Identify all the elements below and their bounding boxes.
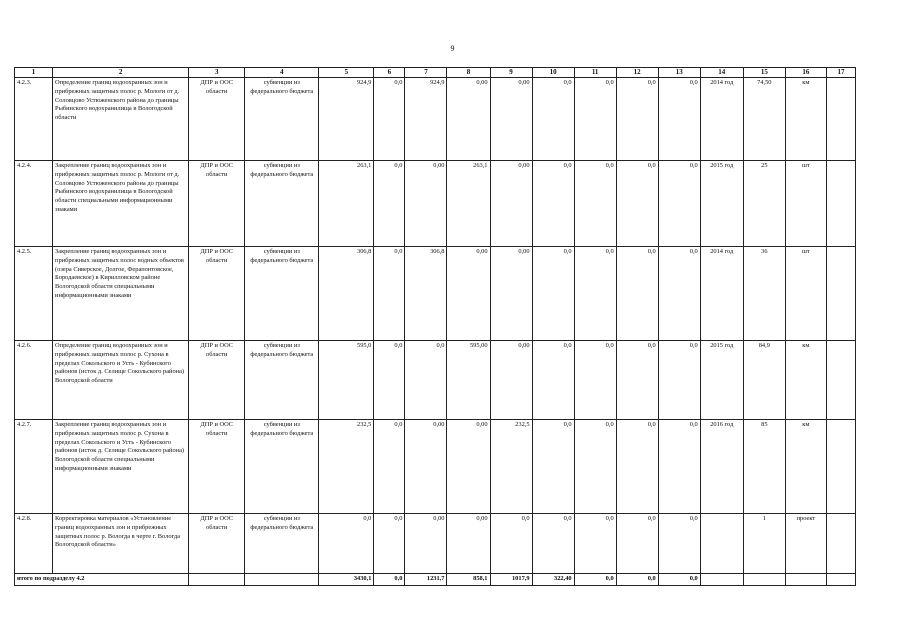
- column-header: 5: [319, 68, 374, 78]
- value-col-6: 0,0: [374, 341, 405, 420]
- table-row: [15, 341, 856, 420]
- total-c12: 0,0: [616, 574, 658, 586]
- value-col-16: шт: [785, 161, 826, 247]
- value-col-16: км: [785, 78, 826, 161]
- row-code: 4.2.8.: [15, 514, 53, 574]
- row-funding-source: субвенции из федерального бюджета: [245, 514, 319, 574]
- value-col-14: 2016 год: [700, 420, 743, 514]
- value-col-11: 0,0: [574, 420, 616, 514]
- value-col-13: 0,0: [658, 161, 700, 247]
- row-name: Закрепление границ водоохранных зон и прибрежных защитных полос р. Сухона в пределах Сокольского и Усть - Кубинского районов (исток д. Селище Сокольского района) Вологодской области специальными информационными знаками: [53, 420, 189, 514]
- value-col-11: 0,0: [574, 247, 616, 341]
- row-executor: ДПР и ООС области: [189, 78, 245, 161]
- row-funding-source: субвенции из федерального бюджета: [245, 161, 319, 247]
- column-number-row: [15, 68, 856, 78]
- value-col-17: [826, 420, 855, 514]
- value-col-11: 0,0: [574, 161, 616, 247]
- value-col-7: 306,8: [405, 247, 447, 341]
- value-col-6: 0,0: [374, 420, 405, 514]
- value-col-15: 84,9: [743, 341, 785, 420]
- value-col-8: 0,00: [447, 78, 490, 161]
- value-col-9: 0,00: [490, 161, 532, 247]
- value-col-5: 0,0: [319, 514, 374, 574]
- value-col-7: 0,00: [405, 514, 447, 574]
- row-name: Закрепление границ водоохранных зон и прибрежных защитных полос водных объектов (озера Сиверское, Долгое, Ферапонтовское, Бородаевское) в Кирилловском районе Вологодской области специальными информационными знаками: [53, 247, 189, 341]
- row-code: 4.2.3.: [15, 78, 53, 161]
- value-col-17: [826, 247, 855, 341]
- value-col-7: 0,0: [405, 341, 447, 420]
- value-col-15: 1: [743, 514, 785, 574]
- column-header: 8: [447, 68, 490, 78]
- total-c6: 0,0: [374, 574, 405, 586]
- value-col-15: 74,50: [743, 78, 785, 161]
- empty-cell: [189, 574, 245, 586]
- value-col-5: 595,0: [319, 341, 374, 420]
- column-header: 10: [532, 68, 574, 78]
- column-header: 13: [658, 68, 700, 78]
- value-col-8: 0,00: [447, 514, 490, 574]
- value-col-6: 0,0: [374, 514, 405, 574]
- empty-cell: [743, 574, 785, 586]
- column-header: 14: [700, 68, 743, 78]
- table-row: [15, 420, 856, 514]
- total-c13: 0,0: [658, 574, 700, 586]
- value-col-13: 0,0: [658, 247, 700, 341]
- value-col-7: 0,00: [405, 420, 447, 514]
- value-col-10: 0,0: [532, 420, 574, 514]
- column-header: 1: [15, 68, 53, 78]
- total-c10: 322,40: [532, 574, 574, 586]
- value-col-10: 0,0: [532, 161, 574, 247]
- value-col-9: 0,00: [490, 78, 532, 161]
- value-col-14: 2014 год: [700, 247, 743, 341]
- row-executor: ДПР и ООС области: [189, 341, 245, 420]
- value-col-17: [826, 514, 855, 574]
- value-col-10: 0,0: [532, 78, 574, 161]
- value-col-6: 0,0: [374, 247, 405, 341]
- value-col-16: шт: [785, 247, 826, 341]
- value-col-5: 924,9: [319, 78, 374, 161]
- program-table: [14, 67, 856, 586]
- empty-cell: [700, 574, 743, 586]
- value-col-7: 924,9: [405, 78, 447, 161]
- total-row: [15, 574, 856, 586]
- row-name: Определение границ водоохранных зон и прибрежных защитных полос р. Мологи от д. Соловцово Устюженского района до границы Рыбинского водохранилища в Вологодской области: [53, 78, 189, 161]
- value-col-17: [826, 78, 855, 161]
- row-executor: ДПР и ООС области: [189, 247, 245, 341]
- value-col-13: 0,0: [658, 78, 700, 161]
- column-header: 12: [616, 68, 658, 78]
- row-code: 4.2.5.: [15, 247, 53, 341]
- table-row: [15, 514, 856, 574]
- column-header: 15: [743, 68, 785, 78]
- row-funding-source: субвенции из федерального бюджета: [245, 247, 319, 341]
- value-col-5: 232,5: [319, 420, 374, 514]
- value-col-14: [700, 514, 743, 574]
- value-col-15: 85: [743, 420, 785, 514]
- row-funding-source: субвенции из федерального бюджета: [245, 420, 319, 514]
- empty-cell: [785, 574, 826, 586]
- value-col-11: 0,0: [574, 341, 616, 420]
- value-col-14: 2014 год: [700, 78, 743, 161]
- row-funding-source: субвенции из федерального бюджета: [245, 341, 319, 420]
- value-col-8: 263,1: [447, 161, 490, 247]
- value-col-13: 0,0: [658, 514, 700, 574]
- value-col-10: 0,0: [532, 341, 574, 420]
- column-header: 6: [374, 68, 405, 78]
- value-col-12: 0,0: [616, 420, 658, 514]
- value-col-14: 2015 год: [700, 161, 743, 247]
- total-c7: 1231,7: [405, 574, 447, 586]
- total-c9: 1017,9: [490, 574, 532, 586]
- value-col-10: 0,0: [532, 514, 574, 574]
- value-col-12: 0,0: [616, 78, 658, 161]
- column-header: 4: [245, 68, 319, 78]
- column-header: 7: [405, 68, 447, 78]
- total-c5: 3430,1: [319, 574, 374, 586]
- value-col-6: 0,0: [374, 78, 405, 161]
- value-col-12: 0,0: [616, 341, 658, 420]
- value-col-17: [826, 161, 855, 247]
- row-code: 4.2.7.: [15, 420, 53, 514]
- column-header: 2: [53, 68, 189, 78]
- value-col-8: 0,00: [447, 247, 490, 341]
- value-col-8: 0,00: [447, 420, 490, 514]
- column-header: 11: [574, 68, 616, 78]
- value-col-6: 0,0: [374, 161, 405, 247]
- table-row: [15, 161, 856, 247]
- row-executor: ДПР и ООС области: [189, 420, 245, 514]
- row-executor: ДПР и ООС области: [189, 514, 245, 574]
- column-header: 17: [826, 68, 855, 78]
- row-code: 4.2.6.: [15, 341, 53, 420]
- value-col-12: 0,0: [616, 161, 658, 247]
- table-body: [15, 68, 856, 586]
- table-row: [15, 78, 856, 161]
- value-col-5: 263,1: [319, 161, 374, 247]
- value-col-11: 0,0: [574, 514, 616, 574]
- column-header: 16: [785, 68, 826, 78]
- empty-cell: [245, 574, 319, 586]
- value-col-11: 0,0: [574, 78, 616, 161]
- row-code: 4.2.4.: [15, 161, 53, 247]
- value-col-13: 0,0: [658, 420, 700, 514]
- row-funding-source: субвенции из федерального бюджета: [245, 78, 319, 161]
- value-col-13: 0,0: [658, 341, 700, 420]
- column-header: 3: [189, 68, 245, 78]
- value-col-12: 0,0: [616, 514, 658, 574]
- value-col-16: км: [785, 341, 826, 420]
- row-name: Определение границ водоохранных зон и прибрежных защитных полос р. Сухона в пределах Сокольского и Усть - Кубинского районов (исток д. Селище Сокольского района) Вологодской области: [53, 341, 189, 420]
- value-col-14: 2015 год: [700, 341, 743, 420]
- value-col-9: 232,5: [490, 420, 532, 514]
- value-col-8: 595,00: [447, 341, 490, 420]
- value-col-5: 306,8: [319, 247, 374, 341]
- value-col-7: 0,00: [405, 161, 447, 247]
- table-row: [15, 247, 856, 341]
- value-col-15: 36: [743, 247, 785, 341]
- empty-cell: [826, 574, 855, 586]
- value-col-17: [826, 341, 855, 420]
- value-col-9: 0,0: [490, 514, 532, 574]
- value-col-16: км: [785, 420, 826, 514]
- row-executor: ДПР и ООС области: [189, 161, 245, 247]
- value-col-10: 0,0: [532, 247, 574, 341]
- total-c8: 858,1: [447, 574, 490, 586]
- page-number: 9: [450, 44, 455, 53]
- row-name: Закрепление границ водоохранных зон и прибрежных защитных полос р. Мологи от д. Соловцово Устюженского района до границы Рыбинского водохранилища в Вологодской области специальными информационными знаками: [53, 161, 189, 247]
- column-header: 9: [490, 68, 532, 78]
- total-label: итого по подразделу 4.2: [15, 574, 189, 586]
- value-col-12: 0,0: [616, 247, 658, 341]
- total-c11: 0,0: [574, 574, 616, 586]
- value-col-9: 0,00: [490, 247, 532, 341]
- value-col-9: 0,00: [490, 341, 532, 420]
- value-col-16: проект: [785, 514, 826, 574]
- value-col-15: 25: [743, 161, 785, 247]
- row-name: Корректировка материалов «Установление границ водоохранных зон и прибрежных защитных полос р. Вологда в черте г. Вологда Вологодской области»: [53, 514, 189, 574]
